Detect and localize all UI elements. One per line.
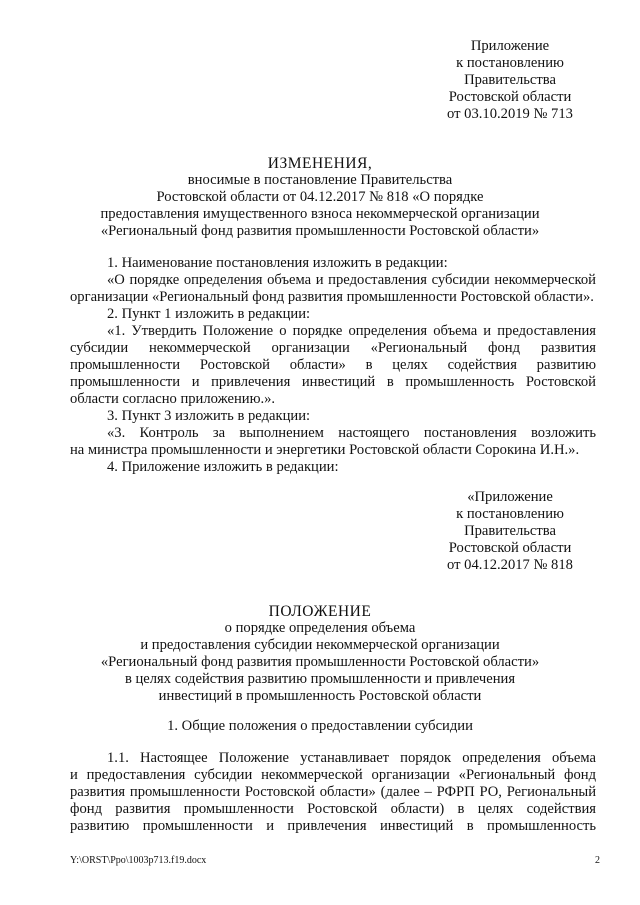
section-line: и предоставления субсидии некоммерческой организации «Региональный фонд — [70, 767, 596, 783]
changes-subtitle-line: вносимые в постановление Правительства — [187, 172, 453, 188]
appendix-header-line: к постановлению — [456, 55, 564, 71]
regulation-subtitle-line: «Региональный фонд развития промышленности Ростовской области» — [100, 654, 540, 670]
section-line: фонд развития промышленности Ростовской области) в целях содействия — [70, 801, 596, 817]
body-line: промышленности и привлечения инвестиций в промышленность Ростовской — [70, 374, 596, 390]
changes-subtitle-line: предоставления имущественного взноса некоммерческой организации — [100, 206, 540, 222]
appendix-header-line: Правительства — [464, 72, 556, 88]
section-line: 1.1. Настоящее Положение устанавливает порядок определения объема — [107, 750, 596, 766]
body-line: 3. Пункт 3 изложить в редакции: — [107, 408, 311, 424]
inner-appendix-line: от 04.12.2017 № 818 — [447, 557, 573, 573]
changes-title: ИЗМЕНЕНИЯ, — [267, 155, 373, 172]
body-line: «О порядке определения объема и предоставления субсидии некоммерческой — [107, 272, 596, 288]
inner-appendix-line: Правительства — [464, 523, 556, 539]
body-line: 4. Приложение изложить в редакции: — [107, 459, 339, 475]
regulation-subtitle-line: инвестиций в промышленность Ростовской области — [158, 688, 482, 704]
body-line: промышленности Ростовской области» в целях содействия развитию — [70, 357, 596, 373]
changes-subtitle-line: Ростовской области от 04.12.2017 № 818 «О порядке — [156, 189, 484, 205]
body-line: области согласно приложению.». — [70, 391, 276, 407]
body-line: «1. Утвердить Положение о порядке определения объема и предоставления — [107, 323, 596, 339]
section-heading: 1. Общие положения о предоставлении субсидии — [167, 718, 473, 734]
appendix-header-line: Приложение — [470, 38, 550, 54]
regulation-title: ПОЛОЖЕНИЕ — [268, 603, 372, 620]
regulation-subtitle-line: в целях содействия развитию промышленности и привлечения — [124, 671, 516, 687]
body-line: 2. Пункт 1 изложить в редакции: — [107, 306, 311, 322]
footer-page-number: 2 — [595, 855, 600, 866]
changes-subtitle-line: «Региональный фонд развития промышленности Ростовской области» — [100, 223, 540, 239]
section-line: развития промышленности Ростовской области» (далее – РФРП РО, Региональный — [70, 784, 596, 800]
section-line: развитию промышленности и привлечения инвестиций в промышленность — [70, 818, 596, 834]
body-line: субсидии некоммерческой организации «Региональный фонд развития — [70, 340, 596, 356]
body-line: «3. Контроль за выполнением настоящего постановления возложить — [107, 425, 596, 441]
footer-file-path: Y:\ORST\Ppo\1003p713.f19.docx — [70, 855, 207, 866]
inner-appendix-line: Ростовской области — [448, 540, 572, 556]
body-line: на министра промышленности и энергетики Ростовской области Сорокина И.Н.». — [70, 442, 580, 458]
body-line: 1. Наименование постановления изложить в редакции: — [107, 255, 448, 271]
inner-appendix-line: к постановлению — [456, 506, 564, 522]
regulation-subtitle-line: и предоставления субсидии некоммерческой организации — [140, 637, 500, 653]
inner-appendix-line: «Приложение — [467, 489, 553, 505]
appendix-header-line: от 03.10.2019 № 713 — [447, 106, 573, 122]
body-line: организации «Региональный фонд развития промышленности Ростовской области». — [70, 289, 594, 305]
appendix-header-line: Ростовской области — [448, 89, 572, 105]
regulation-subtitle-line: о порядке определения объема — [224, 620, 416, 636]
